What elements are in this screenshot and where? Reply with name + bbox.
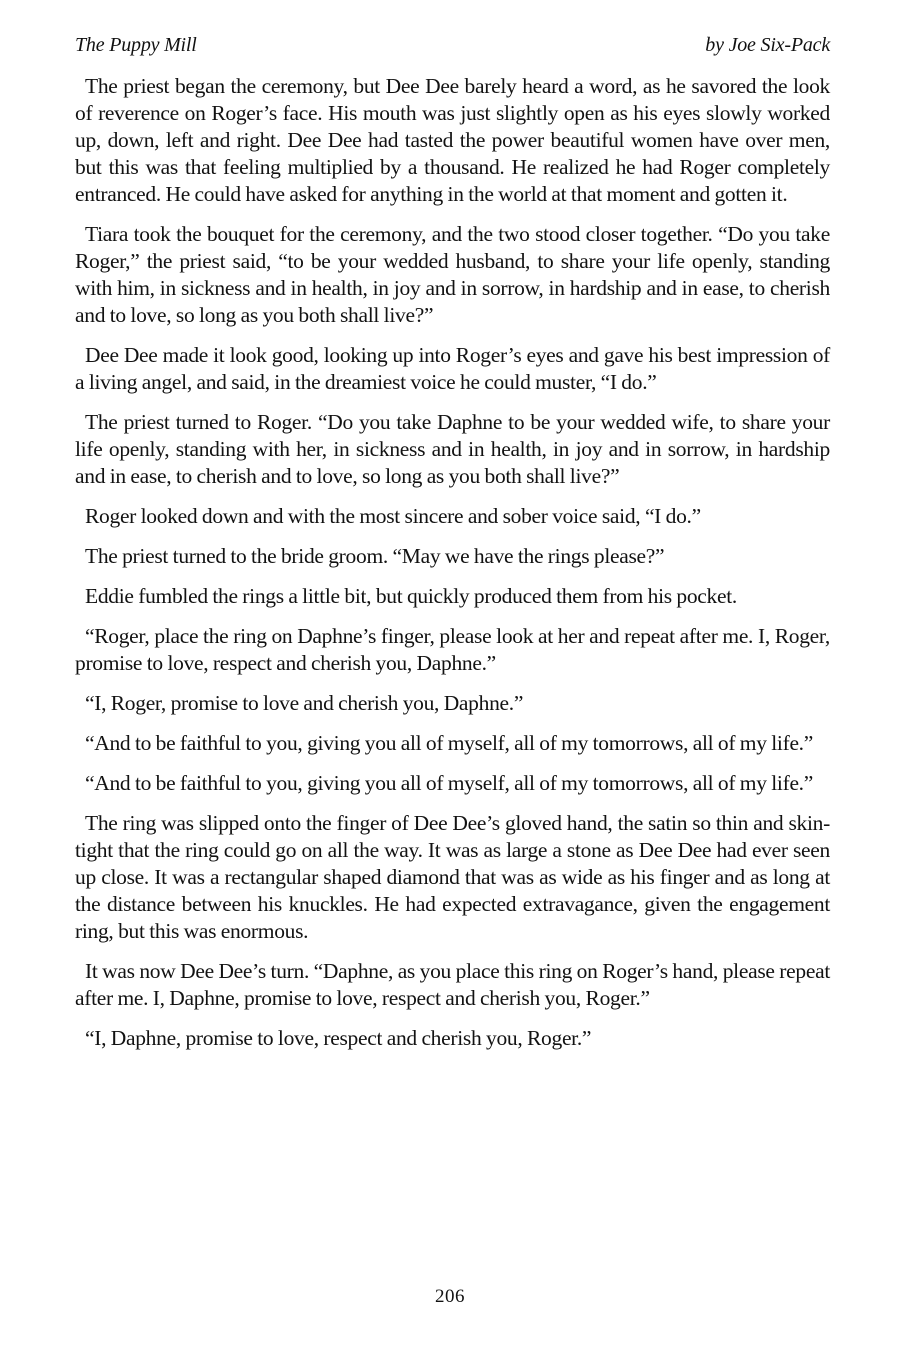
author-byline: by Joe Six-Pack xyxy=(705,34,830,56)
page-number: 206 xyxy=(435,1286,465,1307)
paragraph: Eddie fumbled the rings a little bit, but quickly produced them from his pocket. xyxy=(85,584,737,608)
paragraph: “And to be faithful to you, giving you all of myself, all of my tomorrows, all of my life.” xyxy=(85,731,814,755)
paragraph: Dee Dee made it look good, looking up into Roger’s eyes and gave his best impression of a living angel, and said, in the dreamiest voice he could muster, “I do.” xyxy=(75,343,830,394)
running-header xyxy=(75,33,830,57)
page-text xyxy=(75,73,830,1052)
paragraph: The ring was slipped onto the finger of Dee Dee’s gloved hand, the satin so thin and skin-tight that the ring could go on all the way. It was as large a stone as Dee Dee had ever seen up close. It was a rectangular shaped diamond that was as wide as his finger and as long at the distance between his knuckles. He had expected extravagance, given the engagement ring, but this was enormous. xyxy=(75,811,830,943)
paragraph: “I, Daphne, promise to love, respect and cherish you, Roger.” xyxy=(85,1026,592,1050)
paragraph: The priest began the ceremony, but Dee Dee barely heard a word, as he savored the look of reverence on Roger’s face. His mouth was just slightly open as his eyes slowly worked up, down, left and right. Dee Dee had tasted the power beautiful women have over men, but this was that feeling multiplied by a thousand. He realized he had Roger completely entranced. He could have asked for anything in the world at that moment and gotten it. xyxy=(75,74,830,206)
paragraph: Tiara took the bouquet for the ceremony, and the two stood closer together. “Do you take Roger,” the priest said, “to be your wedded husband, to share your life openly, standing with him, in sickness and in health, in joy and in sorrow, in hardship and in ease, to cherish and to love, so long as you both shall live?” xyxy=(75,222,830,327)
paragraph: It was now Dee Dee’s turn. “Daphne, as you place this ring on Roger’s hand, please repeat after me. I, Daphne, promise to love, respect and cherish you, Roger.” xyxy=(75,959,830,1010)
paragraph: “I, Roger, promise to love and cherish you, Daphne.” xyxy=(85,691,524,715)
paragraph: “And to be faithful to you, giving you all of myself, all of my tomorrows, all of my life.” xyxy=(85,771,814,795)
book-title: The Puppy Mill xyxy=(75,34,197,56)
paragraph: Roger looked down and with the most sincere and sober voice said, “I do.” xyxy=(85,504,701,528)
paragraph: “Roger, place the ring on Daphne’s finger, please look at her and repeat after me. I, Roger, promise to love, respect and cherish you, Daphne.” xyxy=(75,624,830,675)
paragraph: The priest turned to Roger. “Do you take Daphne to be your wedded wife, to share your life openly, standing with her, in sickness and in health, in joy and in sorrow, in hardship and in ease, to cherish and to love, so long as you both shall live?” xyxy=(75,410,830,488)
paragraph: The priest turned to the bride groom. “May we have the rings please?” xyxy=(85,544,665,568)
